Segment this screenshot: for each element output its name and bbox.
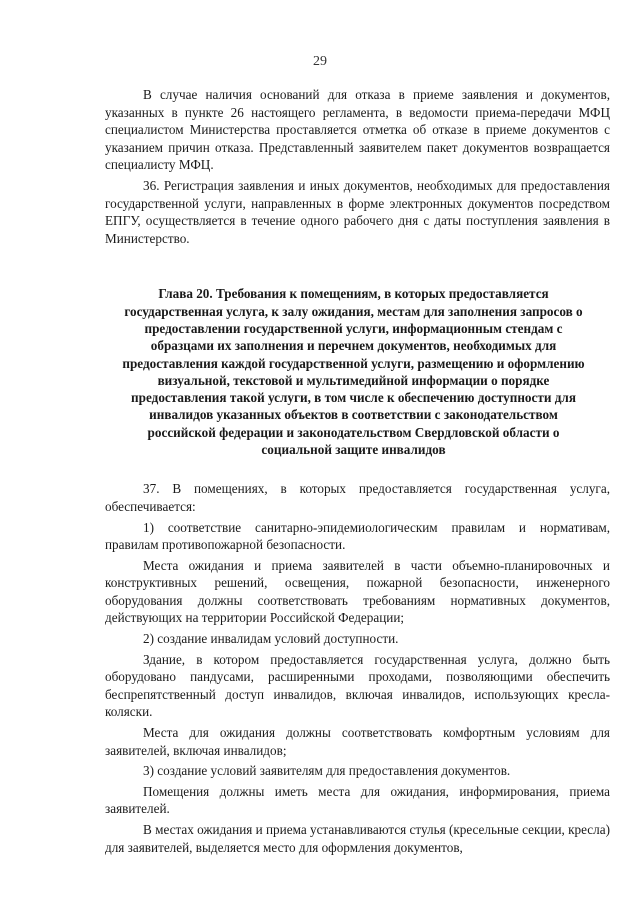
paragraph-item-37: 37. В помещениях, в которых предоставляется государственная услуга, обеспечивается:	[105, 481, 610, 514]
paragraph-refusal: В случае наличия оснований для отказа в приеме заявления и документов, указанных в пункте 26 настоящего регламента, в ведомости приема-передачи МФЦ специалистом Министерства проставляется отметка об отказе в приеме документов с указанием причин отказа. Представленный заявителем пакет документов возвращается специалисту МФЦ.	[105, 87, 610, 173]
page-content	[105, 86, 610, 856]
chapter-heading: Глава 20. Требования к помещениям, в которых предоставляется государственная услуга, к залу ожидания, местам для заполнения запросов о предоставлении государственной услуги, информационным стендам с образцами их заполнения и перечнем документов, необходимых для предоставления каждой государственной услуги, размещению и оформлению визуальной, текстовой и мультимедийной информации о порядке предоставления такой услуги, в том числе к обеспечению доступности для инвалидов указанных объектов в соответствии с законодательством российской федерации и законодательством Свердловской области о социальной защите инвалидов	[122, 286, 585, 458]
paragraph-subitem-1: 1) соответствие санитарно-эпидемиологическим правилам и нормативам, правилам противопожарной безопасности.	[105, 519, 610, 553]
paragraph-building-access: Здание, в котором предоставляется государственная услуга, должно быть оборудовано пандусами, расширенными проходами, позволяющими обеспечить беспрепятственный доступ инвалидов, включая инвалидов, использующих кресла-коляски.	[105, 651, 610, 720]
paragraph-item-36: 36. Регистрация заявления и иных документов, необходимых для предоставления государственной услуги, направленных в форме электронных документов посредством ЕПГУ, осуществляется в течение одного рабочего дня с даты поступления заявления в Министерство.	[105, 177, 610, 246]
paragraph-subitem-2: 2) создание инвалидам условий доступности.	[143, 631, 399, 647]
paragraph-waiting-comfort: Места для ожидания должны соответствовать комфортным условиям для заявителей, включая инвалидов;	[105, 725, 610, 758]
paragraph-chairs: В местах ожидания и приема устанавливаются стулья (кресельные секции, кресла) для заявителей, выделяется место для оформления документов,	[105, 822, 610, 855]
paragraph-premises-places: Помещения должны иметь места для ожидания, информирования, приема заявителей.	[105, 783, 610, 817]
paragraph-waiting-places: Места ожидания и приема заявителей в части объемно-планировочных и конструктивных решений, освещения, пожарной безопасности, инженерного оборудования должны соответствовать требованиям нормативных документов, действующих на территории Российской Федерации;	[105, 557, 610, 626]
page-number: 29	[313, 54, 327, 69]
paragraph-subitem-3: 3) создание условий заявителям для предоставления документов.	[143, 763, 511, 779]
